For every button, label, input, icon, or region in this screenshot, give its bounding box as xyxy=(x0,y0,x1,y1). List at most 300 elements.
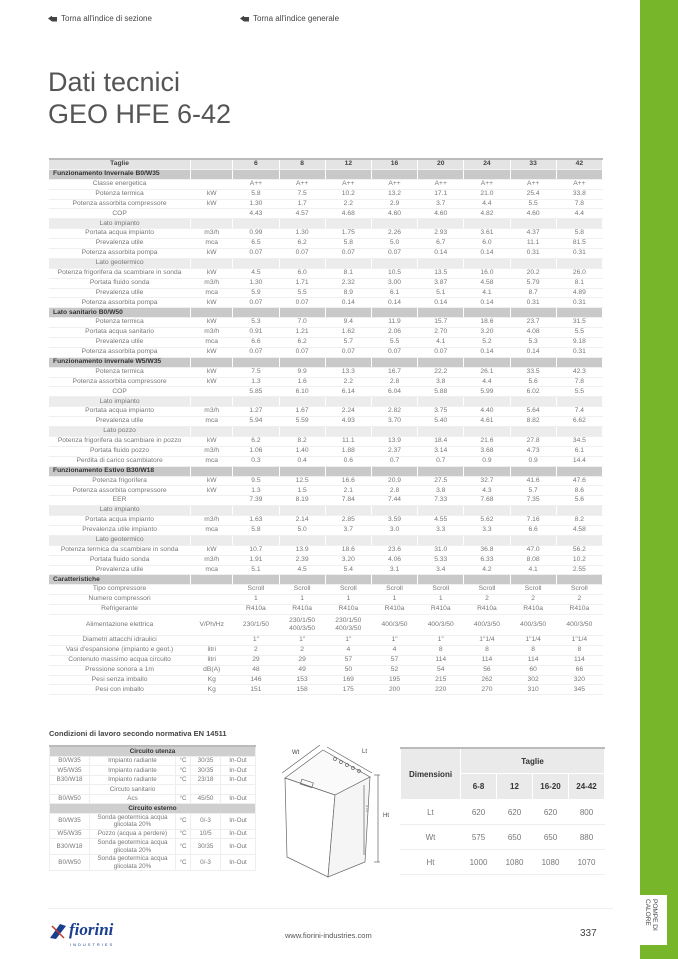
value-cell: 0.9 xyxy=(510,456,556,466)
value-cell xyxy=(464,535,510,545)
row-label: Portata acqua impianto xyxy=(49,516,191,526)
row-label: Potenza termica xyxy=(49,367,191,377)
value-cell xyxy=(371,397,417,407)
value-cell: 0.07 xyxy=(279,249,325,259)
wt-label: Wt xyxy=(292,750,300,756)
value-cell: 270 xyxy=(464,685,510,695)
value-cell: 11.9 xyxy=(371,318,417,328)
value-cell xyxy=(233,397,279,407)
value-cell: 0.31 xyxy=(510,298,556,308)
value-cell: 220 xyxy=(418,685,464,695)
dimension-value: 1000 xyxy=(461,850,497,875)
value-cell: 1.91 xyxy=(233,555,279,565)
value-cell: R410a xyxy=(464,605,510,615)
value-cell: 7.33 xyxy=(418,496,464,506)
value-cell: 195 xyxy=(371,675,417,685)
value-cell: 6.2 xyxy=(233,436,279,446)
table-header-row xyxy=(49,159,603,169)
unit-cell xyxy=(191,496,233,506)
unit-cell: °C xyxy=(176,756,191,766)
value-cell: 4.3 xyxy=(464,486,510,496)
value-cell: 7.84 xyxy=(325,496,371,506)
value-cell: 302 xyxy=(510,675,556,685)
value-cell: 48 xyxy=(233,665,279,675)
table-row xyxy=(49,486,603,496)
value-cell: 169 xyxy=(325,675,371,685)
section-label: Circuito utenza xyxy=(50,746,256,756)
value-cell: 3.59 xyxy=(371,516,417,526)
value-cell: 1"1/4 xyxy=(510,635,556,645)
title-line-1: Dati tecnici xyxy=(48,67,181,97)
value-cell: 5.88 xyxy=(418,387,464,397)
value-cell: 8 xyxy=(556,645,602,655)
table-row xyxy=(49,635,603,645)
value-cell: 4.43 xyxy=(233,209,279,219)
value-cell: 7.68 xyxy=(464,496,510,506)
section-row xyxy=(50,804,256,814)
section-row xyxy=(49,169,603,179)
subsection-row xyxy=(49,506,603,516)
value-cell xyxy=(418,466,464,476)
table-row xyxy=(49,377,603,387)
row-label: Diametri attacchi idraulici xyxy=(49,635,191,645)
value-cell: 0.07 xyxy=(371,347,417,357)
table-row xyxy=(49,199,603,209)
description-cell: Acs xyxy=(90,794,176,804)
value-cell: 14.4 xyxy=(556,456,602,466)
row-label: Prevalenza utile xyxy=(49,417,191,427)
section-tab-label: POMPE DI CALORE xyxy=(644,899,658,931)
value-cell: 8.1 xyxy=(556,278,602,288)
table-row xyxy=(49,595,603,605)
value-cell: R410a xyxy=(556,605,602,615)
value-cell: 3.00 xyxy=(371,278,417,288)
table-row xyxy=(49,605,603,615)
value-cell: 47.0 xyxy=(510,545,556,555)
value-cell xyxy=(325,258,371,268)
row-label: Potenza frigorifera da scambiare in sonda xyxy=(49,268,191,278)
value-cell: 1" xyxy=(325,635,371,645)
value-cell: 7.8 xyxy=(556,199,602,209)
unit-cell: kW xyxy=(191,347,233,357)
subsection-row xyxy=(49,258,603,268)
mode-cell: B0/W35 xyxy=(50,813,90,829)
value-cell: 5.5 xyxy=(371,338,417,348)
value-cell xyxy=(371,535,417,545)
value-cell: 6.0 xyxy=(279,268,325,278)
value-cell: 16.6 xyxy=(325,476,371,486)
value-cell: 6.0 xyxy=(464,239,510,249)
lt-label: Lt xyxy=(362,749,368,755)
unit-cell: litri xyxy=(191,655,233,665)
value-cell: 3.7 xyxy=(325,525,371,535)
value-cell: 5.5 xyxy=(556,387,602,397)
row-label: EER xyxy=(49,496,191,506)
unit-cell: m3/h xyxy=(191,407,233,417)
section-row xyxy=(50,746,256,756)
unit-cell: mca xyxy=(191,525,233,535)
size-header: 24-42 xyxy=(569,774,605,800)
value-cell xyxy=(510,427,556,437)
value-cell: 0.14 xyxy=(371,298,417,308)
value-cell: 0.3 xyxy=(233,456,279,466)
table-row xyxy=(49,665,603,675)
value-cell: 13.5 xyxy=(418,268,464,278)
value-cell: 4.5 xyxy=(233,268,279,278)
inner-height-label: 570 xyxy=(365,805,370,812)
value-cell xyxy=(325,357,371,367)
back-arrow-icon xyxy=(48,16,57,22)
value-cell xyxy=(556,308,602,318)
unit-cell: m3/h xyxy=(191,446,233,456)
value-cell xyxy=(371,308,417,318)
row-label: COP xyxy=(49,209,191,219)
value-cell: 18.6 xyxy=(464,318,510,328)
value-cell: 2.06 xyxy=(371,328,417,338)
subsection-row xyxy=(49,397,603,407)
unit-cell: °C xyxy=(176,813,191,829)
table-row xyxy=(49,318,603,328)
value-cell: R410a xyxy=(325,605,371,615)
temperature-cell: 30/35 xyxy=(191,756,221,766)
dimension-value: 620 xyxy=(533,800,569,825)
size-header: 12 xyxy=(497,774,533,800)
value-cell xyxy=(279,357,325,367)
value-cell: 4.06 xyxy=(371,555,417,565)
value-cell: 66 xyxy=(556,665,602,675)
unit-cell: m3/h xyxy=(191,229,233,239)
value-cell: 2.39 xyxy=(279,555,325,565)
value-cell: 31.5 xyxy=(556,318,602,328)
value-cell: 13.9 xyxy=(279,545,325,555)
direction-cell: In-Out xyxy=(221,813,256,829)
value-cell: 1.30 xyxy=(233,278,279,288)
unit-cell: °C xyxy=(176,839,191,855)
value-cell: 5.8 xyxy=(233,189,279,199)
value-cell: 81.5 xyxy=(556,239,602,249)
value-cell: 2.1 xyxy=(325,486,371,496)
value-cell: 4.2 xyxy=(464,565,510,575)
value-cell: 200 xyxy=(371,685,417,695)
value-cell: 7.39 xyxy=(233,496,279,506)
page-title xyxy=(48,66,231,130)
unit-cell xyxy=(191,575,233,585)
value-cell: 230/1/50 400/3/50 xyxy=(325,614,371,635)
value-cell: 22.2 xyxy=(418,367,464,377)
value-cell xyxy=(279,308,325,318)
value-cell xyxy=(464,258,510,268)
value-cell: 3.61 xyxy=(464,229,510,239)
value-cell: 9.18 xyxy=(556,338,602,348)
value-cell: 5.33 xyxy=(418,555,464,565)
row-label: Potenza termica xyxy=(49,189,191,199)
row-label: Portata acqua impianto xyxy=(49,407,191,417)
table-row xyxy=(49,436,603,446)
value-cell xyxy=(325,535,371,545)
value-cell: 10.2 xyxy=(325,189,371,199)
value-cell: 5.8 xyxy=(325,239,371,249)
value-cell: 10.2 xyxy=(556,555,602,565)
value-cell: 16.0 xyxy=(464,268,510,278)
table-row xyxy=(49,516,603,526)
value-cell: 2.2 xyxy=(325,377,371,387)
sizes-header: Taglie xyxy=(461,748,605,774)
row-label: Portata acqua impianto xyxy=(49,229,191,239)
unit-cell: kW xyxy=(191,476,233,486)
value-cell: 1.06 xyxy=(233,446,279,456)
dimension-value: 620 xyxy=(497,800,533,825)
temperature-cell xyxy=(191,785,221,795)
value-cell: Scroll xyxy=(233,585,279,595)
value-cell: 310 xyxy=(510,685,556,695)
unit-cell: mca xyxy=(191,565,233,575)
value-cell: 7.44 xyxy=(371,496,417,506)
table-row xyxy=(401,850,605,875)
row-label: Alimentazione elettrica xyxy=(49,614,191,635)
header-cell: 24 xyxy=(464,159,510,169)
value-cell: 8.2 xyxy=(556,516,602,526)
value-cell xyxy=(418,427,464,437)
value-cell: 9.4 xyxy=(325,318,371,328)
description-cell: Circuto sanitario xyxy=(90,785,176,795)
value-cell xyxy=(418,169,464,179)
value-cell: 0.07 xyxy=(279,347,325,357)
unit-cell: kW xyxy=(191,318,233,328)
value-cell xyxy=(279,535,325,545)
direction-cell: In-Out xyxy=(221,839,256,855)
table-row xyxy=(49,298,603,308)
unit-cell: m3/h xyxy=(191,555,233,565)
value-cell: 1.30 xyxy=(233,199,279,209)
value-cell: 5.2 xyxy=(464,338,510,348)
table-row xyxy=(49,179,603,189)
section-tab[interactable] xyxy=(640,895,667,945)
value-cell: A++ xyxy=(418,179,464,189)
table-row xyxy=(49,288,603,298)
back-to-section-index-link[interactable] xyxy=(48,14,152,23)
dimension-value: 650 xyxy=(497,825,533,850)
description-cell: Impianto radiante xyxy=(90,775,176,785)
value-cell: 5.1 xyxy=(233,565,279,575)
section-label: Funzionamento Estivo B30/W18 xyxy=(49,466,191,476)
value-cell: 3.20 xyxy=(464,328,510,338)
unit-cell xyxy=(191,427,233,437)
value-cell: 1 xyxy=(371,595,417,605)
value-cell: 6.2 xyxy=(279,338,325,348)
back-arrow-icon xyxy=(240,16,249,22)
unit-dimension-diagram xyxy=(280,745,400,895)
temperature-cell: 30/35 xyxy=(191,839,221,855)
title-line-2: GEO HFE 6-42 xyxy=(48,99,232,129)
value-cell: 1.7 xyxy=(279,199,325,209)
value-cell: 5.40 xyxy=(418,417,464,427)
value-cell: 400/3/50 xyxy=(510,614,556,635)
value-cell: 0.07 xyxy=(279,298,325,308)
value-cell xyxy=(464,308,510,318)
unit-cell: V/Ph/Hz xyxy=(191,614,233,635)
value-cell: 1.63 xyxy=(233,516,279,526)
table-row xyxy=(49,614,603,635)
value-cell xyxy=(371,258,417,268)
value-cell: 3.7 xyxy=(418,199,464,209)
value-cell: Scroll xyxy=(418,585,464,595)
value-cell: 345 xyxy=(556,685,602,695)
value-cell: 1.62 xyxy=(325,328,371,338)
table-row xyxy=(49,645,603,655)
row-label: Numero compressori xyxy=(49,595,191,605)
value-cell xyxy=(325,466,371,476)
value-cell xyxy=(510,535,556,545)
value-cell: 5.7 xyxy=(510,486,556,496)
page-number: 337 xyxy=(580,928,597,939)
value-cell: 5.6 xyxy=(510,377,556,387)
dimensions-header: Dimensioni xyxy=(401,748,461,800)
dimension-value: 1080 xyxy=(497,850,533,875)
value-cell: 6.1 xyxy=(556,446,602,456)
value-cell: 29 xyxy=(233,655,279,665)
value-cell: 262 xyxy=(464,675,510,685)
back-to-general-index-link[interactable] xyxy=(240,14,339,23)
unit-cell: kW xyxy=(191,268,233,278)
value-cell: 320 xyxy=(556,675,602,685)
mode-cell: W5/W35 xyxy=(50,829,90,839)
description-cell: Sonda geotermica acqua glicolata 20% xyxy=(90,855,176,871)
value-cell xyxy=(325,575,371,585)
section-row xyxy=(49,357,603,367)
dimension-value: 800 xyxy=(569,800,605,825)
website-link[interactable]: www.fiorini-industries.com xyxy=(285,931,372,940)
value-cell: 4.60 xyxy=(371,209,417,219)
table-row xyxy=(50,756,256,766)
unit-cell: kW xyxy=(191,189,233,199)
value-cell xyxy=(418,506,464,516)
value-cell: 2.55 xyxy=(556,565,602,575)
value-cell: 3.8 xyxy=(418,486,464,496)
value-cell xyxy=(325,506,371,516)
value-cell xyxy=(279,169,325,179)
value-cell: 7.4 xyxy=(556,407,602,417)
value-cell: 54 xyxy=(418,665,464,675)
row-label: Refrigerante xyxy=(49,605,191,615)
value-cell xyxy=(510,169,556,179)
value-cell: 0.7 xyxy=(371,456,417,466)
value-cell: 4 xyxy=(371,645,417,655)
value-cell: 26.1 xyxy=(464,367,510,377)
section-row xyxy=(49,575,603,585)
value-cell xyxy=(510,258,556,268)
dimension-label: Wt xyxy=(401,825,461,850)
direction-cell: In-Out xyxy=(221,775,256,785)
subsection-row xyxy=(49,427,603,437)
value-cell: 1.88 xyxy=(325,446,371,456)
unit-cell: kW xyxy=(191,486,233,496)
value-cell xyxy=(233,427,279,437)
value-cell: 56.2 xyxy=(556,545,602,555)
value-cell: 4.60 xyxy=(418,209,464,219)
value-cell: 0.4 xyxy=(279,456,325,466)
value-cell xyxy=(279,427,325,437)
value-cell: 33.5 xyxy=(510,367,556,377)
value-cell: 13.9 xyxy=(371,436,417,446)
direction-cell: In-Out xyxy=(221,766,256,776)
value-cell: 23.6 xyxy=(371,545,417,555)
value-cell: 0.14 xyxy=(464,298,510,308)
subsection-label: Lato geotermico xyxy=(49,258,191,268)
value-cell xyxy=(556,258,602,268)
dimension-value: 1070 xyxy=(569,850,605,875)
value-cell: 6.6 xyxy=(510,525,556,535)
value-cell: A++ xyxy=(510,179,556,189)
value-cell xyxy=(418,535,464,545)
row-label: Pesi senza imballo xyxy=(49,675,191,685)
value-cell: 5.0 xyxy=(279,525,325,535)
value-cell: 17.1 xyxy=(418,189,464,199)
value-cell: 4.61 xyxy=(464,417,510,427)
row-label: Potenza assorbita compressore xyxy=(49,377,191,387)
direction-cell: In-Out xyxy=(221,794,256,804)
value-cell: 1.75 xyxy=(325,229,371,239)
value-cell: 5.99 xyxy=(464,387,510,397)
table-row xyxy=(49,249,603,259)
table-row xyxy=(49,407,603,417)
value-cell xyxy=(325,169,371,179)
mode-cell: B0/W35 xyxy=(50,756,90,766)
unit-cell: mca xyxy=(191,239,233,249)
row-label: Potenza assorbita pompa xyxy=(49,347,191,357)
value-cell: 5.6 xyxy=(556,496,602,506)
section-label: Circuito esterno xyxy=(50,804,256,814)
value-cell: 57 xyxy=(325,655,371,665)
value-cell: 27.5 xyxy=(418,476,464,486)
value-cell: 2.8 xyxy=(371,377,417,387)
value-cell: 3.87 xyxy=(418,278,464,288)
value-cell xyxy=(556,427,602,437)
mode-cell xyxy=(50,785,90,795)
unit-cell xyxy=(191,506,233,516)
unit-cell: °C xyxy=(176,775,191,785)
row-label: Tipo compressore xyxy=(49,585,191,595)
value-cell: 56 xyxy=(464,665,510,675)
value-cell: 1.30 xyxy=(279,229,325,239)
value-cell: 60 xyxy=(510,665,556,675)
value-cell: 0.14 xyxy=(325,298,371,308)
value-cell: 5.7 xyxy=(325,338,371,348)
value-cell: 0.07 xyxy=(325,347,371,357)
unit-cell: mca xyxy=(191,456,233,466)
row-label: Portata fluido sonda xyxy=(49,555,191,565)
value-cell xyxy=(556,466,602,476)
value-cell xyxy=(464,506,510,516)
subsection-label: Lato impianto xyxy=(49,219,191,229)
temperature-cell: 10/5 xyxy=(191,829,221,839)
value-cell xyxy=(464,397,510,407)
value-cell: 1.21 xyxy=(279,328,325,338)
unit-cell: kW xyxy=(191,545,233,555)
unit-cell xyxy=(191,209,233,219)
header-cell: 20 xyxy=(418,159,464,169)
value-cell: 4.68 xyxy=(325,209,371,219)
value-cell: 4.58 xyxy=(556,525,602,535)
unit-cell: °C xyxy=(176,794,191,804)
row-label: Potenza termica da scambiare in sonda xyxy=(49,545,191,555)
table-row xyxy=(50,829,256,839)
value-cell: 4.60 xyxy=(510,209,556,219)
value-cell: 6.62 xyxy=(556,417,602,427)
value-cell: Scroll xyxy=(371,585,417,595)
table-row xyxy=(49,496,603,506)
value-cell: 2.26 xyxy=(371,229,417,239)
section-label: Funzionamento Invernale B0/W35 xyxy=(49,169,191,179)
